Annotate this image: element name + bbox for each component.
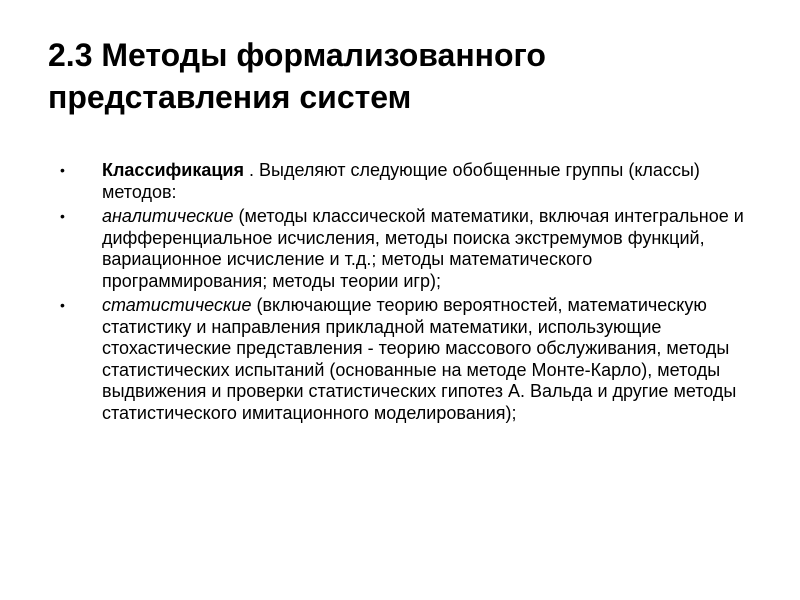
bullet-icon: • — [60, 208, 65, 224]
slide-title: 2.3 Методы формализованного представления систем — [48, 37, 546, 115]
bullet-lead: статистические — [102, 295, 252, 315]
bullet-item-analytical — [48, 206, 748, 292]
bullet-icon: • — [60, 162, 65, 178]
bullet-lead: Классификация — [102, 160, 244, 180]
bullet-text: (методы классической математики, включая интегральное и дифференциальное исчисления, методы поиска экстремумов функций, вариационное исчисление и т.д.; методы математического программирования; методы теории игр); — [102, 206, 744, 291]
bullet-item-statistical — [48, 295, 748, 424]
bullet-lead: аналитические — [102, 206, 234, 226]
bullet-text: . Выделяют следующие обобщенные группы (классы) методов: — [102, 160, 700, 202]
bullet-text: (включающие теорию вероятностей, математическую статистику и направления прикладной математики, использующие стохастические представления - теорию массового обслуживания, методы статистических испытаний (основанные на методе Монте-Карло), методы выдвижения и проверки статистических гипотез А. Вальда и другие методы статистического имитационного моделирования); — [102, 295, 737, 423]
bullet-icon: • — [60, 297, 65, 313]
bullet-item-classification — [48, 160, 748, 203]
bullet-list — [48, 160, 748, 427]
